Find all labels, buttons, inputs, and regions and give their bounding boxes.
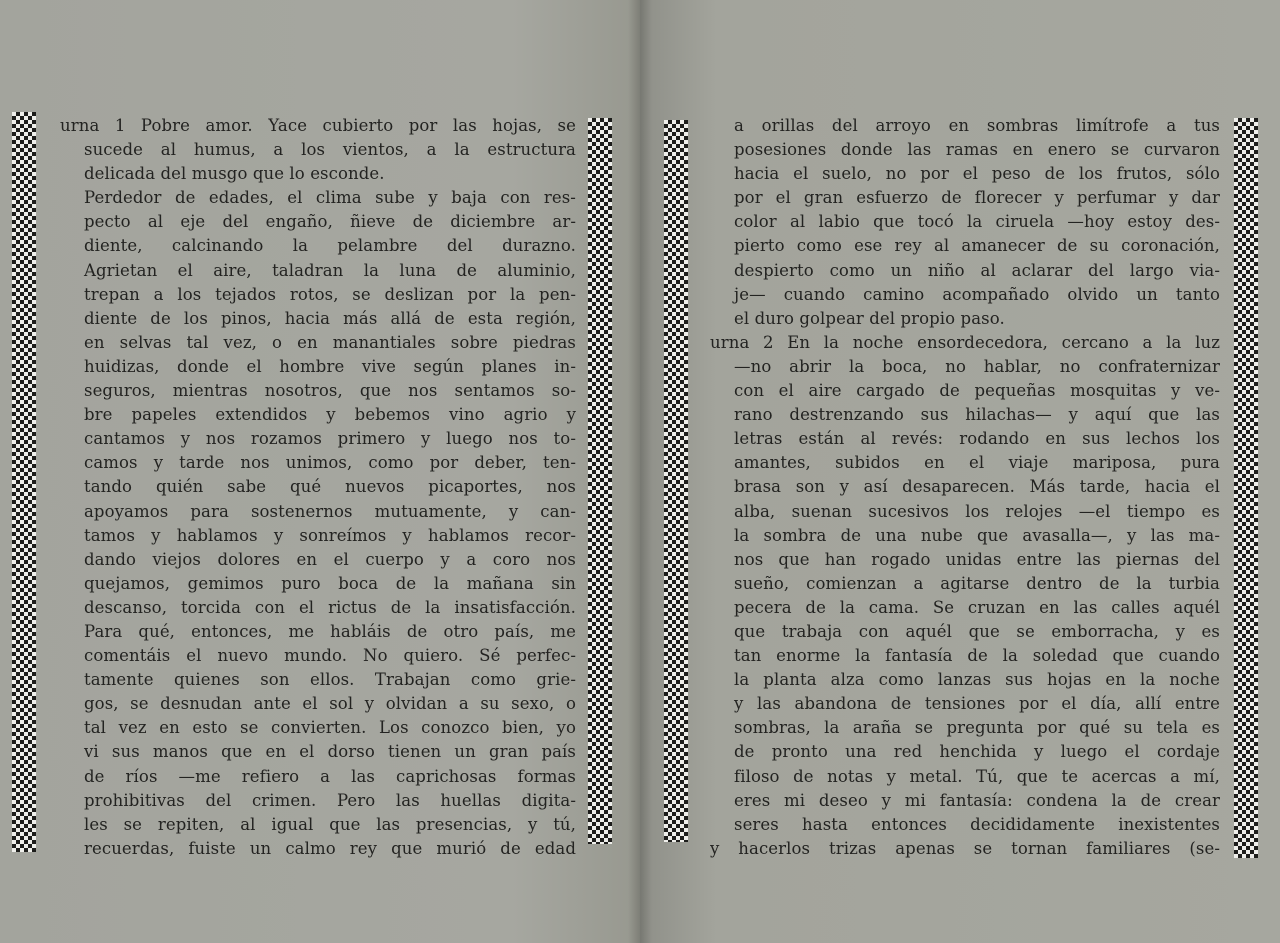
text-line: tan enorme la fantasía de la soledad que cuando [734, 646, 1220, 666]
text-line: nos que han rogado unidas entre las piernas del [734, 549, 1220, 569]
text-line: rano destrenzando sus hilachas— y aquí que las [734, 405, 1220, 425]
text-line: Agrietan el aire, taladran la luna de aluminio, [84, 260, 576, 280]
text-line: pierto como ese rey al amanecer de su coronación, [734, 236, 1220, 256]
text-line: alba, suenan sucesivos los relojes —el tiempo es [734, 501, 1220, 521]
text-line: prohibitivas del crimen. Pero las huellas digita- [84, 790, 576, 810]
text-line: brasa son y así desaparecen. Más tarde, hacia el [734, 477, 1220, 497]
text-line: pecera de la cama. Se cruzan en las calles aquél [734, 597, 1220, 617]
text-line: en selvas tal vez, o en manantiales sobre piedras [84, 332, 576, 352]
text-line: eres mi deseo y mi fantasía: condena la de crear [734, 790, 1220, 810]
text-line: les se repiten, al igual que las presencias, y tú, [84, 814, 576, 834]
text-line: Para qué, entonces, me habláis de otro país, me [84, 621, 576, 641]
text-line: camos y tarde nos unimos, como por deber, ten- [84, 453, 576, 473]
text-line: dando viejos dolores en el cuerpo y a coro nos [84, 549, 576, 569]
right-page-outer-checker-border [1234, 118, 1258, 858]
text-line: seres hasta entonces decididamente inexistentes [734, 814, 1220, 834]
text-line: gos, se desnudan ante el sol y olvidan a su sexo, o [84, 694, 576, 714]
text-line: sucede al humus, a los vientos, a la estructura [84, 140, 576, 160]
text-line: y hacerlos trizas apenas se tornan familiares (se- [710, 838, 1220, 858]
text-line: tando quién sabe qué nuevos picaportes, nos [84, 477, 576, 497]
text-line: la sombra de una nube que avasalla—, y las ma- [734, 525, 1220, 545]
text-line: amantes, subidos en el viaje mariposa, pura [734, 453, 1220, 473]
text-line: quejamos, gemimos puro boca de la mañana sin [84, 573, 576, 593]
text-line: je— cuando camino acompañado olvido un tanto [734, 284, 1220, 304]
left-page-outer-checker-border [12, 112, 36, 852]
text-line: comentáis el nuevo mundo. No quiero. Sé perfec- [84, 646, 576, 666]
text-line: descanso, torcida con el rictus de la insatisfacción. [84, 597, 576, 617]
left-text-column [60, 114, 576, 861]
text-line: con el aire cargado de pequeñas mosquitas y ve- [734, 381, 1220, 401]
text-line: filoso de notas y metal. Tú, que te acercas a mí, [734, 766, 1220, 786]
text-line: tamente quienes son ellos. Trabajan como grie- [84, 670, 576, 690]
text-line: tal vez en esto se convierten. Los conozco bien, yo [84, 718, 576, 738]
text-line: la planta alza como lanzas sus hojas en la noche [734, 670, 1220, 690]
text-line: trepan a los tejados rotos, se deslizan por la pen- [84, 284, 576, 304]
text-line: que trabaja con aquél que se emborracha, y es [734, 621, 1220, 641]
text-line: apoyamos para sostenernos mutuamente, y can- [84, 501, 576, 521]
text-line: urna 2 En la noche ensordecedora, cercano a la luz [710, 332, 1220, 352]
text-line: Perdedor de edades, el clima sube y baja con res- [84, 188, 576, 208]
text-line: hacia el suelo, no por el peso de los frutos, sólo [734, 164, 1220, 184]
text-line: a orillas del arroyo en sombras limítrofe a tus [734, 116, 1220, 135]
text-line: despierto como un niño al aclarar del largo via- [734, 260, 1220, 280]
text-line: el duro golpear del propio paso. [734, 308, 1005, 328]
text-line: diente de los pinos, hacia más allá de esta región, [84, 308, 576, 328]
left-page-inner-checker-border [588, 118, 612, 844]
text-line: huidizas, donde el hombre vive según planes in- [84, 356, 576, 376]
text-line: sombras, la araña se pregunta por qué su tela es [734, 718, 1220, 738]
right-page-inner-checker-border [664, 120, 688, 842]
text-line: posesiones donde las ramas en enero se curvaron [734, 140, 1220, 160]
text-line: vi sus manos que en el dorso tienen un gran país [84, 742, 576, 762]
text-line: bre papeles extendidos y bebemos vino agrio y [84, 405, 576, 425]
text-line: —no abrir la boca, no hablar, no confraternizar [734, 356, 1220, 376]
text-line: por el gran esfuerzo de florecer y perfumar y dar [734, 188, 1220, 208]
text-line: letras están al revés: rodando en sus lechos los [734, 429, 1220, 449]
text-line: y las abandona de tensiones por el día, allí entre [734, 694, 1220, 714]
text-line: de ríos —me refiero a las caprichosas formas [84, 766, 576, 786]
text-line: sueño, comienzan a agitarse dentro de la turbia [734, 573, 1220, 593]
text-line: delicada del musgo que lo esconde. [84, 164, 385, 184]
text-line: recuerdas, fuiste un calmo rey que murió de edad [84, 838, 576, 858]
text-line: pecto al eje del engaño, ñieve de diciembre ar- [84, 212, 576, 232]
text-line: color al labio que tocó la ciruela —hoy estoy des- [734, 212, 1220, 232]
text-line: diente, calcinando la pelambre del durazno. [84, 236, 576, 256]
right-text-column [710, 114, 1220, 861]
text-line: tamos y hablamos y sonreímos y hablamos recor- [84, 525, 576, 545]
book-gutter [628, 0, 652, 943]
text-line: cantamos y nos rozamos primero y luego nos to- [84, 429, 576, 449]
text-line: de pronto una red henchida y luego el cordaje [734, 742, 1220, 762]
text-line: urna 1 Pobre amor. Yace cubierto por las hojas, se [60, 116, 576, 135]
text-line: seguros, mientras nosotros, que nos sentamos so- [84, 381, 576, 401]
